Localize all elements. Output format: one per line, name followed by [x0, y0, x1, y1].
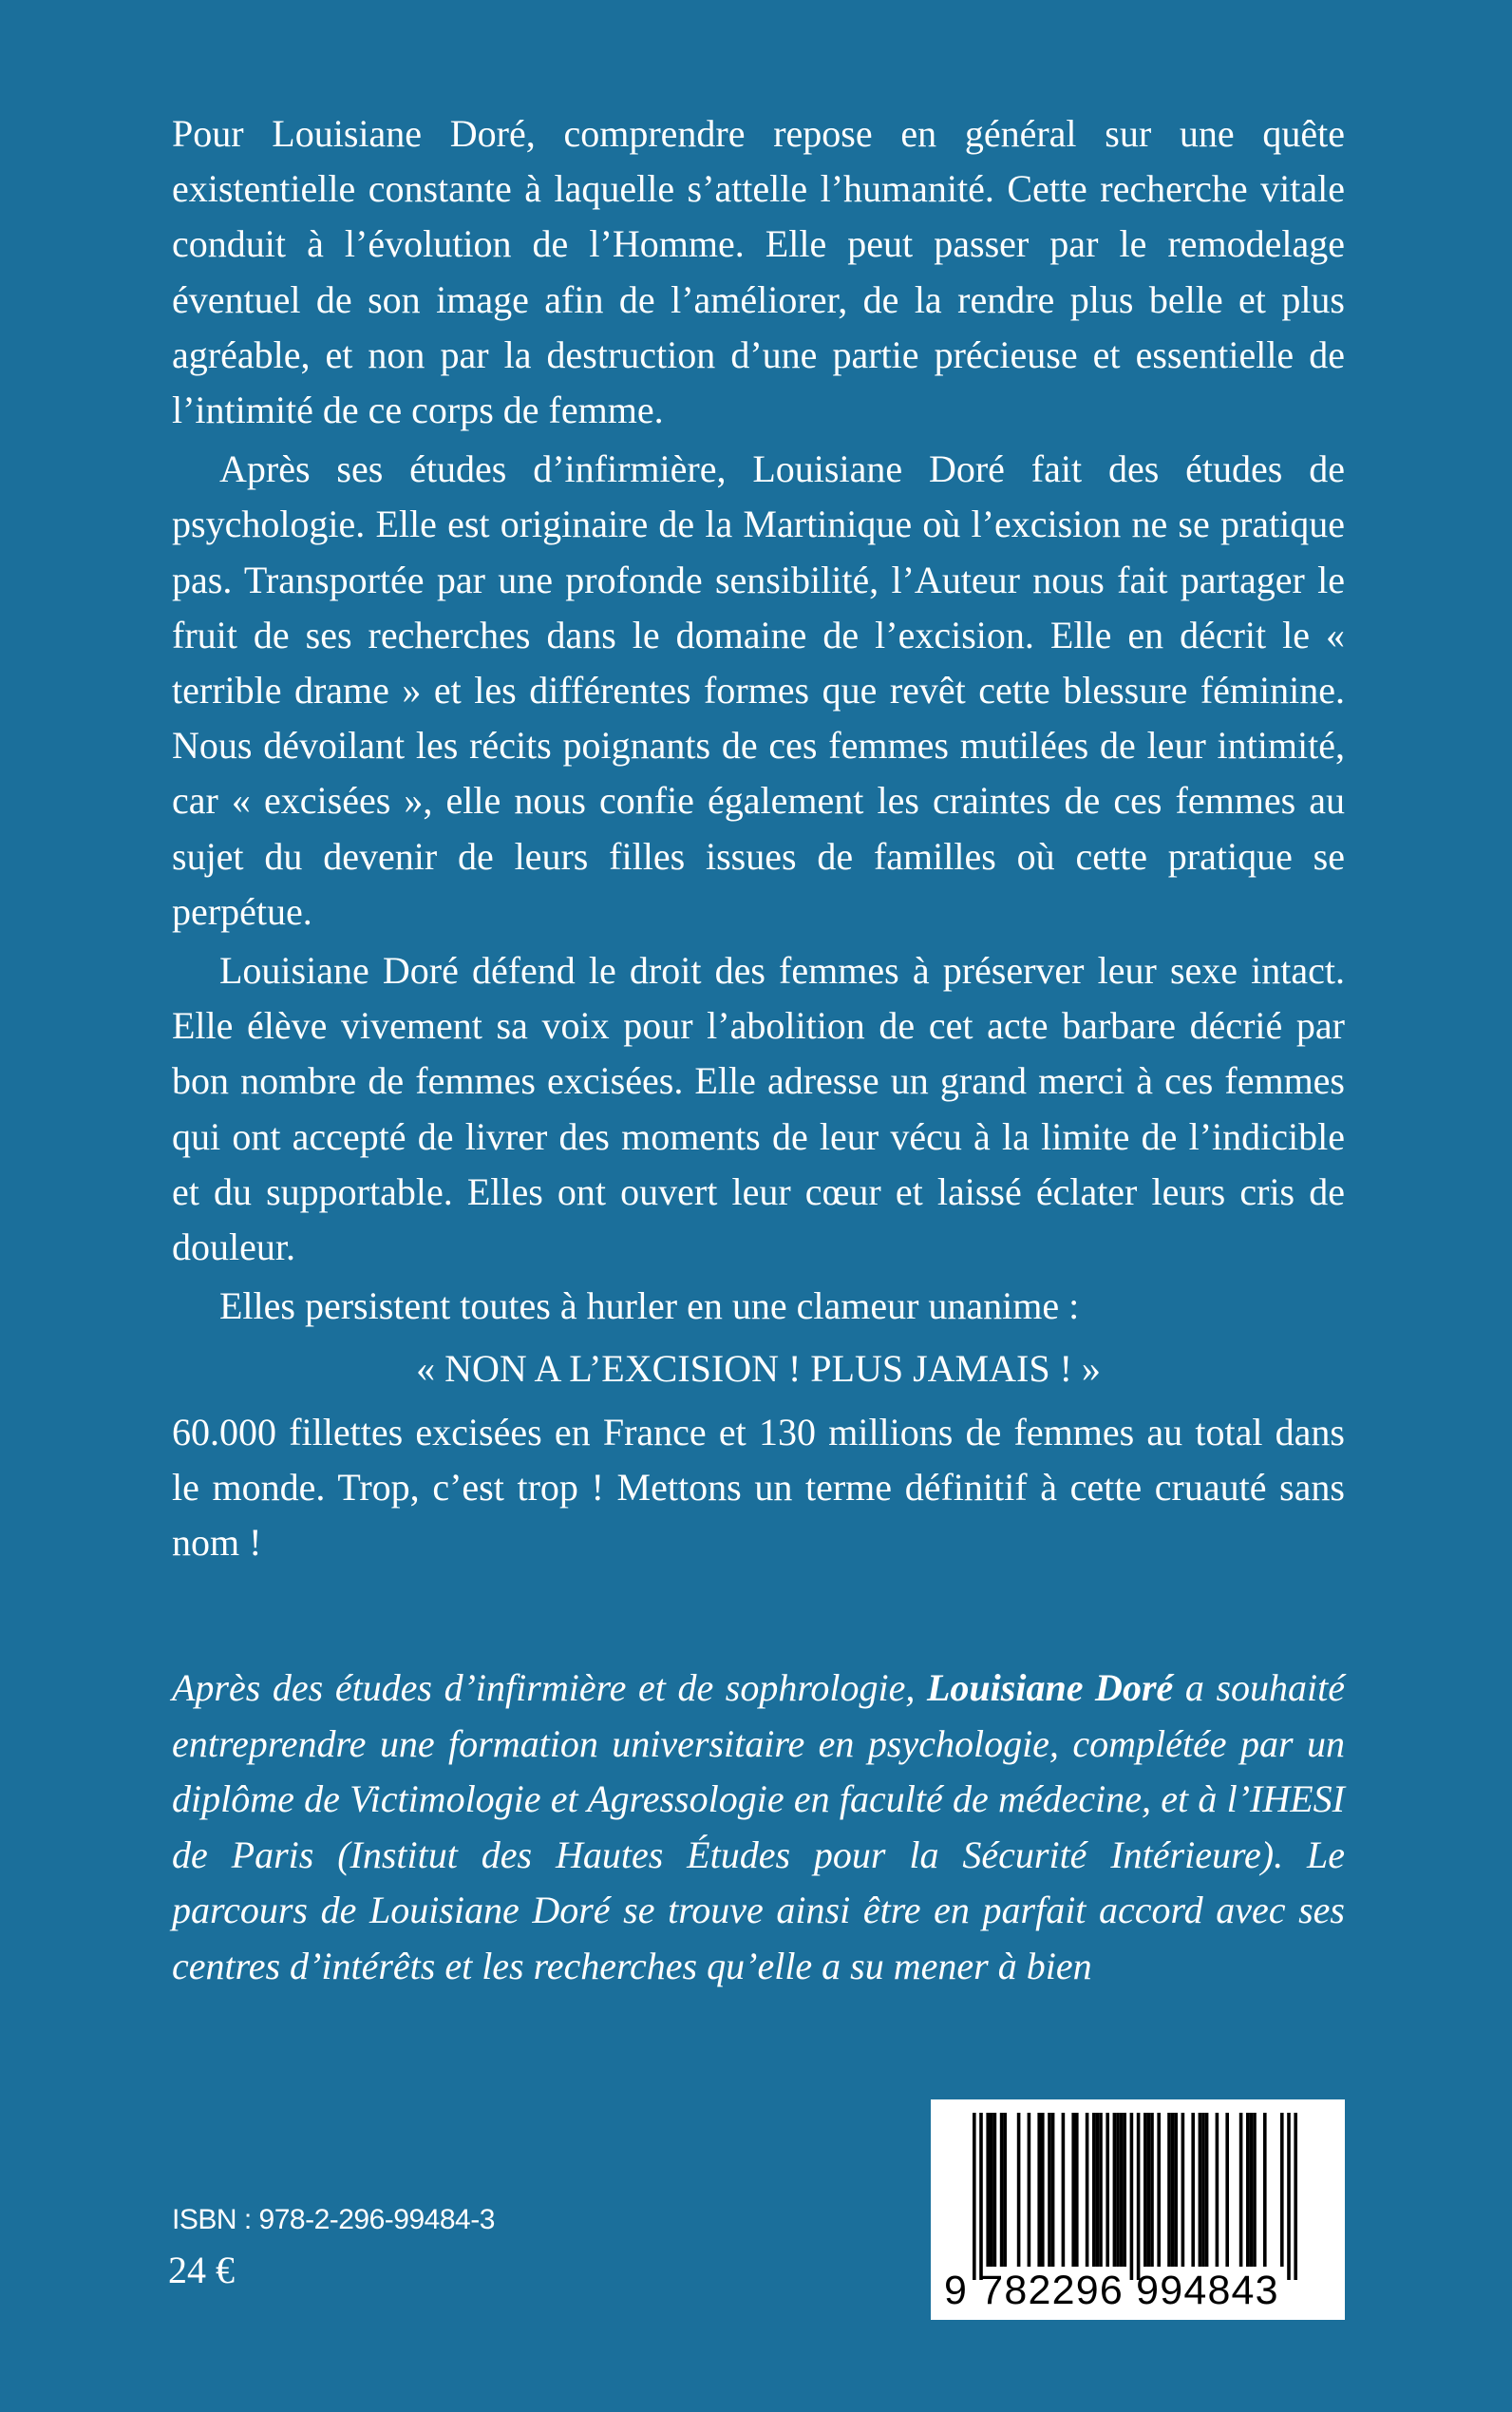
- barcode-bar: [1062, 2113, 1066, 2267]
- blurb-paragraph-5: 60.000 fillettes excisées en France et 130 millions de femmes au total dans le monde. Trop, c’est trop ! Mettons un terme définitif à cette cruauté sans nom !: [172, 1410, 1345, 1565]
- barcode-bar: [1028, 2113, 1031, 2267]
- barcode-bar: [1075, 2113, 1079, 2267]
- barcode-bar: [973, 2113, 976, 2280]
- barcode-bar: [1147, 2113, 1151, 2267]
- barcode-bar: [1116, 2113, 1120, 2267]
- price: 24 €: [168, 2249, 235, 2291]
- barcode-bar: [1167, 2113, 1171, 2267]
- barcode-bar: [1294, 2113, 1297, 2280]
- barcode-bar: [1174, 2113, 1178, 2267]
- barcode-bar: [1263, 2113, 1267, 2267]
- barcode: [931, 2099, 1345, 2320]
- barcode-bar: [1123, 2113, 1126, 2267]
- blurb-text: [172, 106, 1345, 1570]
- author-name: Louisiane Doré: [927, 1666, 1174, 1709]
- barcode-bar: [1181, 2113, 1185, 2267]
- author-bio-rest: a souhaité entreprendre une formation universitaire en psychologie, complétée par un diplôme de Victimologie et Agressologie en faculté de médecine, et à l’IHESI de Paris (Institut des Hautes Études pour la Sécurité Intérieure). Le parcours de Louisiane Doré se trouve ainsi être en parfait accord avec ses centres d’intérêts et les recherches qu’elle a su mener à bien: [172, 1666, 1345, 1987]
- barcode-bar: [1120, 2113, 1124, 2267]
- blurb-paragraph-4: Elles persistent toutes à hurler en une clameur unanime :: [219, 1284, 1080, 1328]
- barcode-bar: [1086, 2113, 1089, 2267]
- barcode-bar: [1287, 2113, 1291, 2280]
- author-bio-intro: Après des études d’infirmière et de sophrologie,: [172, 1666, 927, 1709]
- barcode-bar: [1037, 2113, 1041, 2267]
- barcode-bar: [1003, 2113, 1007, 2267]
- barcode-bar: [1137, 2113, 1141, 2280]
- author-bio: [172, 1661, 1345, 1994]
- barcode-bar: [1253, 2113, 1257, 2267]
- barcode-bar: [990, 2113, 993, 2267]
- barcode-bar: [1171, 2113, 1175, 2267]
- barcode-bar: [1239, 2113, 1243, 2267]
- barcode-bar: [1099, 2113, 1103, 2267]
- barcode-bar: [1225, 2113, 1229, 2267]
- barcode-bar: [1150, 2113, 1154, 2267]
- barcode-bar: [1280, 2113, 1284, 2267]
- barcode-bar: [1048, 2113, 1051, 2267]
- barcode-bar: [1201, 2113, 1205, 2267]
- barcode-bar: [986, 2113, 990, 2267]
- barcode-bar: [1250, 2113, 1254, 2267]
- blurb-paragraph-3: Louisiane Doré défend le droit des femmes à préserver leur sexe intact. Elle élève vivement sa voix pour l’abolition de cet acte barbare décrié par bon nombre de femmes excisées. Elle adresse un grand merci à ces femmes qui ont accepté de livrer des moments de leur vécu à la limite de l’indicible et du supportable. Elles ont ouvert leur cœur et laissé éclater leurs cris de douleur.: [172, 949, 1345, 1269]
- barcode-bar: [1216, 2113, 1219, 2267]
- barcode-bar: [1092, 2113, 1096, 2267]
- barcode-bar: [1017, 2113, 1021, 2267]
- blurb-paragraph-1: Pour Louisiane Doré, comprendre repose en général sur une quête existentielle constante à laquelle s’attelle l’humanité. Cette recherche vitale conduit à l’évolution de l’Homme. Elle peut passer par le remodelage éventuel de son image afin de l’améliorer, de la rendre plus belle et plus agréable, et non par la destruction d’une partie précieuse et essentielle de l’intimité de ce corps de femme.: [172, 112, 1345, 432]
- barcode-bar: [1205, 2113, 1209, 2267]
- barcode-bar: [1106, 2113, 1109, 2267]
- barcode-bar: [1191, 2113, 1195, 2267]
- barcode-bar: [1000, 2113, 1004, 2267]
- barcode-bar: [1096, 2113, 1100, 2267]
- slogan: « NON A L’EXCISION ! PLUS JAMAIS ! »: [416, 1347, 1101, 1391]
- barcode-bar: [1041, 2113, 1045, 2267]
- barcode-bar: [979, 2113, 983, 2280]
- barcode-bar: [1246, 2113, 1250, 2267]
- barcode-bar: [1199, 2113, 1202, 2267]
- barcode-bar: [993, 2113, 997, 2267]
- barcode-bar: [1130, 2113, 1134, 2280]
- barcode-bar: [1157, 2113, 1161, 2267]
- barcode-digits: 9 782296 994843: [944, 2268, 1279, 2313]
- barcode-bar: [1051, 2113, 1055, 2267]
- barcode-bar: [1113, 2113, 1117, 2267]
- barcode-bar: [1143, 2113, 1147, 2267]
- isbn: ISBN : 978-2-296-99484-3: [172, 2204, 495, 2235]
- barcode-bar: [1071, 2113, 1075, 2267]
- blurb-paragraph-2: Après ses études d’infirmière, Louisiane Doré fait des études de psychologie. Elle est originaire de la Martinique où l’excision ne se pratique pas. Transportée par une profonde sensibilité, l’Auteur nous fait partager le fruit de ses recherches dans le domaine de l’excision. Elle en décrit le « terrible drame » et les différentes formes que revêt cette blessure féminine. Nous dévoilant les récits poignants de ces femmes mutilées de leur intimité, car « excisées », elle nous confie également les craintes de ces femmes au sujet du devenir de leurs filles issues de familles où cette pratique se perpétue.: [172, 447, 1345, 933]
